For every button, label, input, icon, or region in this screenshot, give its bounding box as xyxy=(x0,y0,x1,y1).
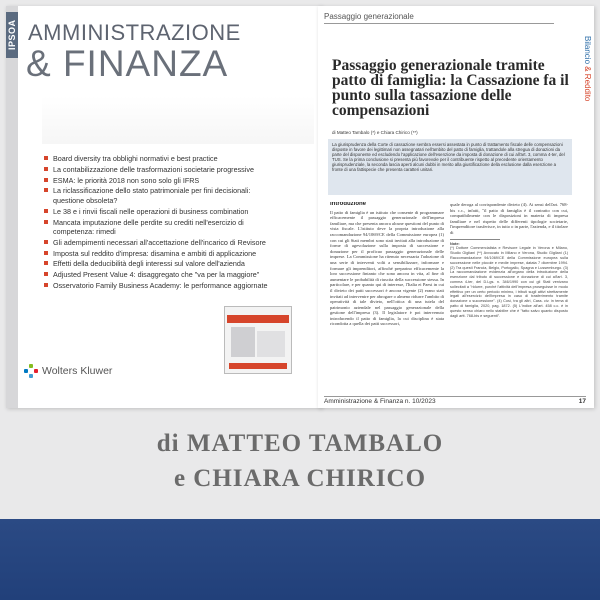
cover-image xyxy=(42,96,314,144)
footnotes-label: Note: xyxy=(450,241,460,246)
book-icon xyxy=(231,327,255,357)
cover-list-item: La riclassificazione dello stato patrimoniale per fini decisionali: questione obsoleta? xyxy=(44,186,274,205)
bullet-square-icon xyxy=(44,272,48,276)
cover-contents-list xyxy=(44,154,274,292)
article-column-left xyxy=(330,202,444,398)
article-abstract: La giurisprudenza della Corte di cassazione sembra essersi assestata in punto di trattamento fiscale delle compensazioni disposte in favore dei legittimari non assegnatari nell'ambito del patto di famiglia, trattandole alla stregua di donazioni da parte del disponente ed escludendo l'applicazione dell'esenzione da imposta di donazione di cui all'art. 3, comma 4-ter, del TUS. Se la prima conclusione si presenta più favorevole per il contribuente rispetto al precedente orientamento giurisprudenziale, la seconda lascia aperti alcuni dubbi in merito alla giustificazione della esclusione dalla esenzione a fronte di una fattispecie che presenta caratteri unitari. xyxy=(328,139,572,195)
cover-list-item: Adjusted Present Value 4: disaggregato che "va per la maggiore" xyxy=(44,270,274,280)
wolters-kluwer-mark-icon xyxy=(24,364,38,378)
bullet-square-icon xyxy=(44,178,48,182)
bullet-square-icon xyxy=(44,156,48,160)
article-page xyxy=(318,6,594,408)
cover-list-item: Le 38 e i rinvii fiscali nelle operazioni di business combination xyxy=(44,207,274,217)
page-header xyxy=(324,12,554,24)
magazine-cover xyxy=(6,6,322,408)
body-text: Il patto di famiglia è un istituto che consente di programmare efficacemente il passaggio generazionale dell'impresa familiare, ma che presenta ancora alcune questioni del punto di vista fiscale. L'istituto deve la propria introduzione alla raccomandazione 94/1069/CE della Commissione europea (1) con cui gli Stati membri sono stati invitati alla introduzione di forme di agevolazione sulla imposta di successione e donazione per il proficuo passaggio generazionale delle imprese. La Commissione ha ritenuto necessaria l'adozione di una serie di interventi volti a sensibilizzare, informare e formare gli imprenditori, affinché preparino efficacemente la loro successione fintanto che sono ancora in vita, al fine di aumentare le probabilità di riuscita della successione stessa. In particolare, e per quanto qui di interesse, l'Italia ei Paesi in cui il divieto dei patti successori è ancora vigente (2) erano stati invitati ad intervenire per abrogare o almeno ridurre l'ambito di operatività di tale divieto, nell'ottica di una tutela del patrimonio aziendale nel passaggio generazionale della gestione dell'impresa (3). Il legislatore è poi intervenuto introducendo il patto di famiglia, la cui disciplina è stata ricondotta a quella dei patti successori, xyxy=(330,209,444,327)
shop-badge-bar xyxy=(229,363,287,369)
bullet-square-icon xyxy=(44,240,48,244)
bullet-square-icon xyxy=(44,167,48,171)
bullet-square-icon xyxy=(44,283,48,287)
cover-list-item: ESMA: le priorità 2018 non sono solo gli IFRS xyxy=(44,176,274,186)
footnote-divider xyxy=(450,239,500,240)
bullet-square-icon xyxy=(44,251,48,255)
book-stack-icon xyxy=(257,331,285,357)
footnotes xyxy=(450,239,568,319)
cover-list-item: Effetti della deducibilità degli interessi sul valore dell'azienda xyxy=(44,259,274,269)
cover-list-item: Board diversity tra obblighi normativi e best practice xyxy=(44,154,274,164)
shop-badge xyxy=(224,306,292,374)
cover-list-item: Gli adempimenti necessari all'accettazione dell'incarico di Revisore xyxy=(44,238,274,248)
cover-list-item: Imposta sul reddito d'impresa: disamina e ambiti di applicazione xyxy=(44,249,274,259)
ipsoa-logo: IPSOA xyxy=(6,12,18,58)
cover-list-item: Osservatorio Family Business Academy: le performance aggiornate xyxy=(44,281,274,291)
cover-list-item: Mancata imputazione delle perdite su crediti nell'esercizio di competenza: rimedi xyxy=(44,218,274,237)
cover-spine xyxy=(6,6,18,408)
bullet-square-icon xyxy=(44,188,48,192)
bullet-square-icon xyxy=(44,209,48,213)
section-heading: Introduzione xyxy=(330,202,366,207)
bottom-band xyxy=(0,519,600,600)
page-number: 17 xyxy=(578,398,586,405)
shop-badge-banner xyxy=(227,315,289,323)
page-footer xyxy=(324,396,586,405)
cover-title-line2: & FINANZA xyxy=(26,43,229,84)
article-title: Passaggio generazionale tramite patto di famiglia: la Cassazione fa il punto sulla tassazione delle compensazioni xyxy=(332,57,569,119)
cover-title-line1: AMMINISTRAZIONE xyxy=(28,20,241,45)
authors-caption-line1: di MATTEO TAMBALO xyxy=(156,430,444,457)
journal-issue: Amministrazione & Finanza n. 10/2023 xyxy=(324,398,436,405)
footnotes-text: (*) Dottore Commercialista e Revisore Legale in Verona e Milano, Studio Gigliani (**) Avvocato in Milano e Verona, Studio Gigliani (1) Raccomandazione 94/1069/CE della Commissione europea sulla successione nelle piccole e medie imprese, datata 7 dicembre 1994. (2) Tra questi Francia, Belgio, Portogallo, Spagna e Lussemburgo. (3) La raccomandazione evidenzia all'organo della introduzione della esenzione dal tributo di successione e donazione di cui all'art. 3, comma 4-ter, del D.Lgs. n. 346/1990 con cui gli Stati venivano sollecitati a "ridurre, purché l'attività dell'impresa proseguisse in modo effettivo per un certo periodo minimo, i tributi sugli attivi strettamente legati all'esercizio dell'impresa in caso di trasferimento tramite donazione o successione". (4) Così, tra gli altri, Cass. civ. in tema di patto di famiglia, 2020, pag. 1872. (5) L'indice all'art. 458 c.c. è in questo senso chiaro nello stabilire che è "fatto salvo quanto disposto dagli artt. 768-bis e seguenti". xyxy=(450,246,568,318)
side-section-label: Bilancio & Reddito xyxy=(583,36,592,102)
article-column-right xyxy=(450,202,568,398)
brand-name: Wolters Kluwer xyxy=(42,365,113,377)
cover-list-item: La contabilizzazione delle trasformazioni societarie progressive xyxy=(44,165,274,175)
section-label: Passaggio generazionale xyxy=(324,12,418,21)
body-text: quale deroga al corrispondente divieto (4). Ai sensi dell'art. 768-bis c.c., infatti, "il patto di famiglia è il contratto con cui, compatibilmente con le disposizioni in materia di impresa familiare e nel rispetto delle differenti tipologie societarie, l'imprenditore trasferisce, in tutto o in parte, l'azienda, e il titolare di xyxy=(450,202,568,235)
article-authors: di Matteo Tambalo (*) e Chiara Chirico (**) xyxy=(332,130,418,135)
wolters-kluwer-logo xyxy=(24,364,112,378)
bullet-square-icon xyxy=(44,220,48,224)
authors-caption-line2: e CHIARA CHIRICO xyxy=(173,465,427,492)
bullet-square-icon xyxy=(44,261,48,265)
